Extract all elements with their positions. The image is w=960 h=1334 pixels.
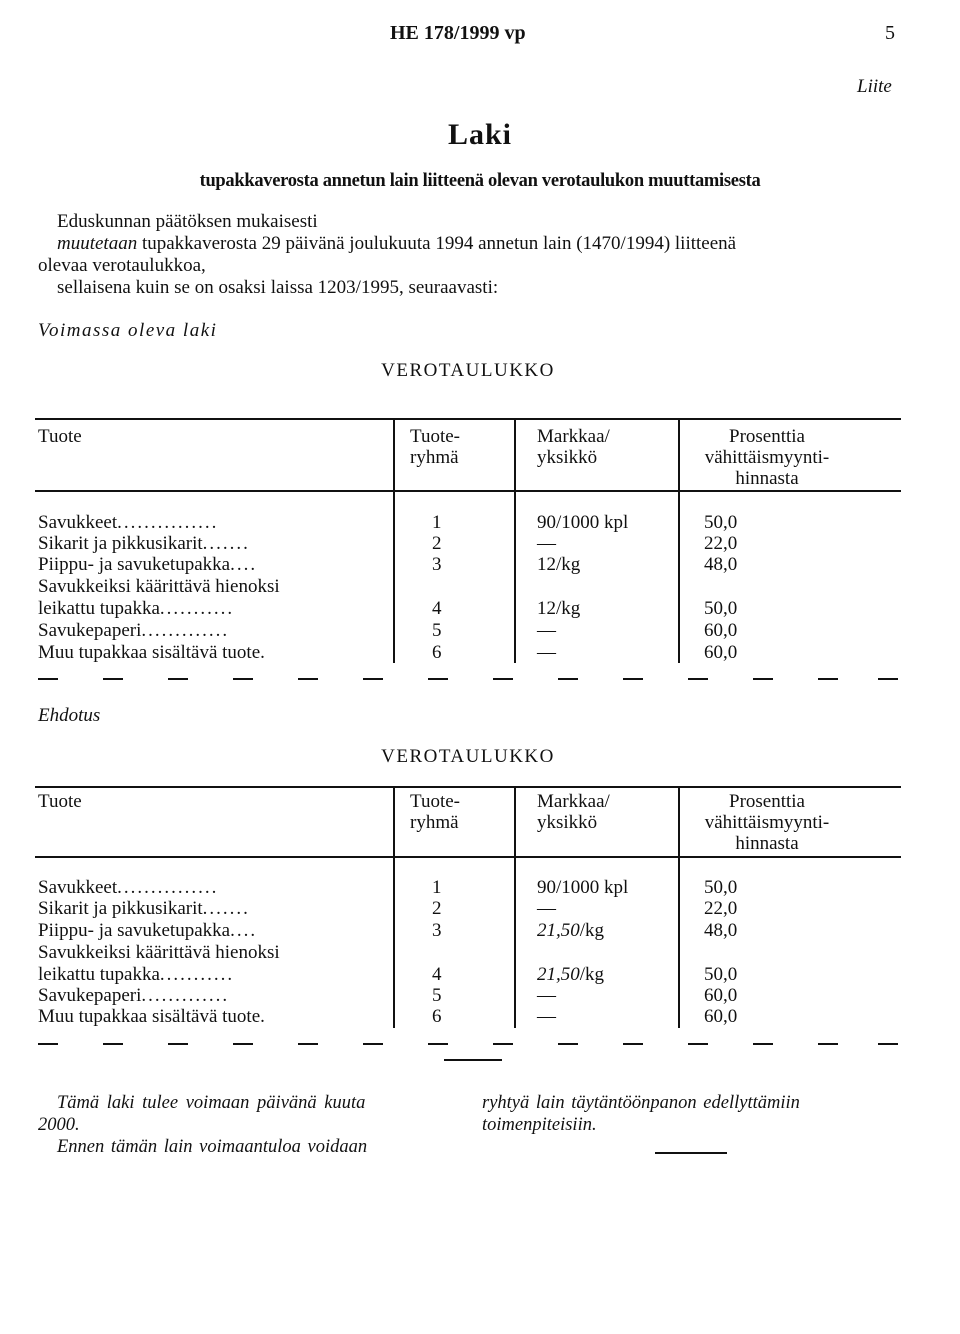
product-name: Savukkeiksi käärittävä hienoksi [38, 942, 280, 963]
group-cell: 5 [432, 620, 442, 641]
leader-dots: ........... [159, 598, 235, 619]
table-top-rule [35, 786, 901, 788]
table-top-rule [35, 418, 901, 420]
leader-dots: ............. [141, 620, 230, 641]
percent-cell: 50,0 [704, 512, 738, 533]
product-name: Savukepaperi [38, 620, 142, 641]
table-row [38, 533, 250, 554]
product-name: Sikarit ja pikkusikarit [38, 898, 203, 919]
column-header-product: Tuote [38, 791, 82, 812]
unit-suffix: /kg [579, 920, 605, 941]
unit-cell: — [537, 642, 556, 663]
document-id: HE 178/1999 vp [390, 22, 526, 44]
unit-amount-changed: 21,50 [537, 964, 580, 985]
header-line: yksikkö [537, 447, 598, 468]
leader-dots: .... [230, 554, 258, 575]
leader-dots: ............... [117, 877, 219, 898]
table-row [38, 620, 229, 641]
product-name: Savukkeet [38, 512, 118, 533]
header-line: hinnasta [735, 468, 799, 489]
group-cell: 1 [432, 512, 442, 533]
group-cell: 6 [432, 1006, 442, 1027]
appendix-label: Liite [857, 76, 892, 97]
table-row [38, 877, 218, 898]
column-divider [393, 788, 395, 1028]
table-row [38, 642, 267, 663]
percent-cell: 48,0 [704, 920, 738, 941]
header-line: Markkaa/ [537, 426, 610, 447]
unit-cell: — [537, 533, 556, 554]
header-line: Prosenttia [729, 791, 805, 812]
unit-cell [537, 964, 604, 985]
product-name: Savukepaperi [38, 985, 142, 1006]
leader-dots: .... [230, 920, 258, 941]
table-row [38, 598, 234, 619]
page-number: 5 [885, 22, 895, 44]
group-cell: 4 [432, 964, 442, 985]
product-name: leikattu tupakka [38, 598, 160, 619]
footer-end-rule [655, 1152, 727, 1154]
group-cell: 4 [432, 598, 442, 619]
unit-cell: 12/kg [537, 598, 581, 619]
header-line: hinnasta [735, 833, 799, 854]
percent-cell: 60,0 [704, 1006, 738, 1027]
group-cell: 3 [432, 554, 442, 575]
header-line: Prosenttia [729, 426, 805, 447]
percent-cell: 60,0 [704, 642, 738, 663]
leader-dots: ........... [159, 964, 235, 985]
intro-line-1: Eduskunnan päätöksen mukaisesti [57, 211, 318, 232]
header-bottom-rule [35, 856, 901, 858]
footer-right-line-1: ryhtyä lain täytäntöönpanon edellyttämiin [482, 1093, 800, 1113]
unit-cell: — [537, 985, 556, 1006]
footer-left-line-2: 2000. [38, 1115, 80, 1135]
intro-line-3: olevaa verotaulukkoa, [38, 255, 206, 276]
intro-verb: muutetaan [57, 233, 138, 254]
column-header-unit [537, 426, 610, 468]
unit-cell [537, 920, 604, 941]
unit-cell: 12/kg [537, 554, 581, 575]
percent-cell: 60,0 [704, 985, 738, 1006]
product-name: Piippu- ja savuketupakka [38, 554, 231, 575]
group-cell: 2 [432, 898, 442, 919]
header-line: yksikkö [537, 812, 598, 833]
percent-cell: 22,0 [704, 898, 738, 919]
unit-cell: 90/1000 kpl [537, 512, 629, 533]
product-name: leikattu tupakka [38, 964, 160, 985]
header-line: ryhmä [410, 812, 459, 833]
header-line: Tuote- [410, 426, 460, 447]
table-row [38, 1006, 267, 1027]
footer-right-line-2: toimenpiteisiin. [482, 1115, 597, 1135]
group-cell: 6 [432, 642, 442, 663]
leader-dots: . [260, 1006, 267, 1027]
percent-cell: 50,0 [704, 598, 738, 619]
product-name: Savukkeet [38, 877, 118, 898]
leader-dots: ............. [141, 985, 230, 1006]
column-divider [393, 420, 395, 663]
header-line: vähittäismyynti- [704, 447, 830, 468]
column-header-percent [678, 426, 856, 489]
table-row [38, 985, 229, 1006]
table-title-proposal: VEROTAULUKKO [381, 746, 555, 767]
header-line: vähittäismyynti- [704, 812, 830, 833]
table-row [38, 964, 234, 985]
table-row [38, 942, 280, 963]
percent-cell: 22,0 [704, 533, 738, 554]
table-title-current: VEROTAULUKKO [381, 360, 555, 381]
table-row [38, 920, 257, 941]
column-divider [514, 788, 516, 1028]
unit-cell: — [537, 620, 556, 641]
column-header-group [410, 791, 460, 833]
unit-cell: — [537, 898, 556, 919]
header-bottom-rule [35, 490, 901, 492]
table-row [38, 554, 257, 575]
intro-line-2 [57, 233, 736, 255]
group-cell: 1 [432, 877, 442, 898]
header-line: ryhmä [410, 447, 459, 468]
header-line: Markkaa/ [537, 791, 610, 812]
percent-cell: 48,0 [704, 554, 738, 575]
leader-dots: ....... [202, 898, 250, 919]
group-cell: 5 [432, 985, 442, 1006]
product-name: Savukkeiksi käärittävä hienoksi [38, 576, 280, 597]
product-name: Muu tupakkaa sisältävä tuote [38, 1006, 261, 1027]
unit-cell: 90/1000 kpl [537, 877, 629, 898]
leader-dots: . [260, 642, 267, 663]
column-divider [514, 420, 516, 663]
percent-cell: 50,0 [704, 964, 738, 985]
section-end-rule [444, 1059, 502, 1061]
unit-cell: — [537, 1006, 556, 1027]
table-row [38, 898, 250, 919]
column-header-group [410, 426, 460, 468]
intro-line-4: sellaisena kuin se on osaksi laissa 1203/1995, seuraavasti: [57, 277, 499, 298]
product-name: Sikarit ja pikkusikarit [38, 533, 203, 554]
section-label-current-law: Voimassa oleva laki [38, 320, 218, 341]
column-header-unit [537, 791, 610, 833]
percent-cell: 60,0 [704, 620, 738, 641]
footer-left-line-3: Ennen tämän lain voimaantuloa voidaan [57, 1137, 368, 1157]
product-name: Muu tupakkaa sisältävä tuote [38, 642, 261, 663]
table-row [38, 576, 280, 597]
percent-cell: 50,0 [704, 877, 738, 898]
table-row [38, 512, 218, 533]
section-label-proposal: Ehdotus [38, 705, 101, 726]
unit-amount-changed: 21,50 [537, 920, 580, 941]
intro-line-2-text: tupakkaverosta 29 päivänä joulukuuta 1994 annetun lain (1470/1994) liitteenä [141, 233, 737, 254]
column-header-product: Tuote [38, 426, 82, 447]
law-subtitle: tupakkaverosta annetun lain liitteenä olevan verotaulukon muuttamisesta [199, 171, 761, 191]
leader-dots: ....... [202, 533, 250, 554]
group-cell: 2 [432, 533, 442, 554]
unit-suffix: /kg [579, 964, 605, 985]
leader-dots: ............... [117, 512, 219, 533]
product-name: Piippu- ja savuketupakka [38, 920, 231, 941]
law-title: Laki [447, 118, 513, 151]
header-line: Tuote- [410, 791, 460, 812]
group-cell: 3 [432, 920, 442, 941]
column-header-percent [678, 791, 856, 854]
footer-left-line-1: Tämä laki tulee voimaan päivänä kuuta [57, 1093, 366, 1113]
